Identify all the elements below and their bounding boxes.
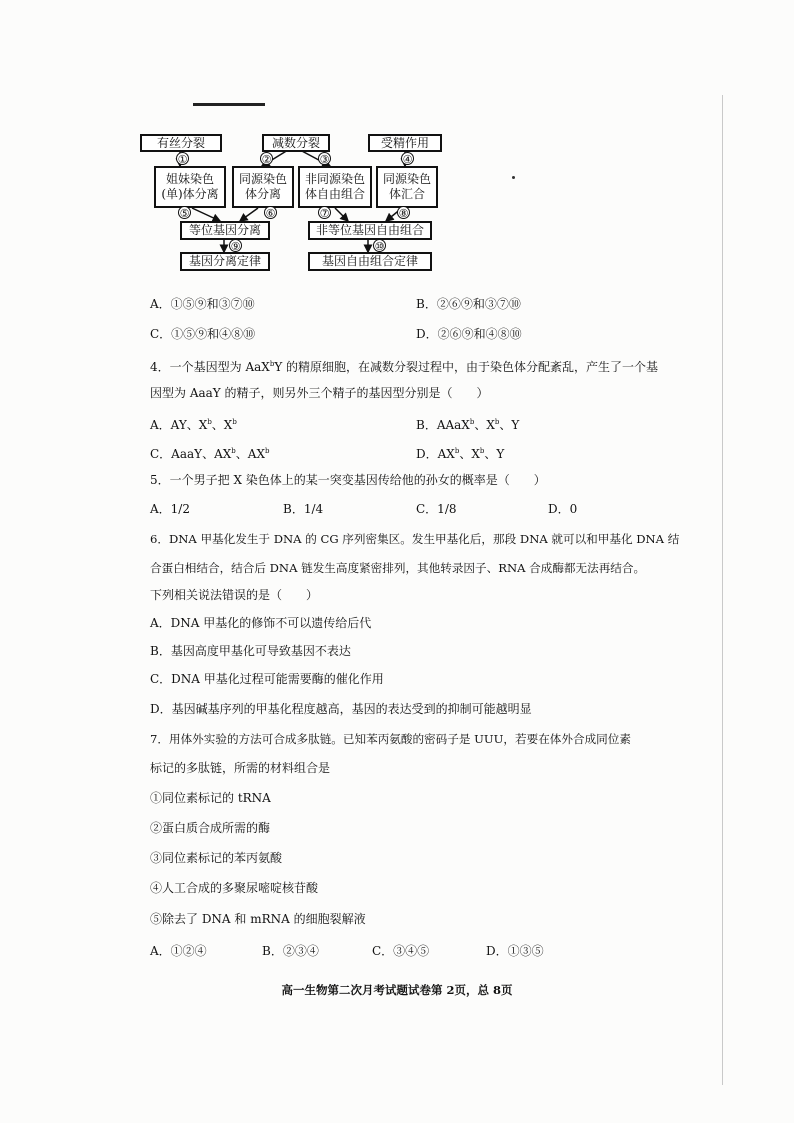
nonallele-combination-box: 非等位基因自由组合: [308, 221, 432, 240]
q6-stem-line1: 6．DNA 甲基化发生于 DNA 的 CG 序列密集区。发生甲基化后，那段 DNA 就可以和甲基化 DNA 结: [150, 532, 680, 546]
step-2-label: ②: [261, 153, 272, 166]
q5-option-c: C．1/8: [416, 502, 457, 516]
mitosis-box: 有丝分裂: [140, 134, 222, 152]
q7-option-c: C．③④⑤: [372, 944, 430, 958]
q7-item-1: ①同位素标记的 tRNA: [150, 791, 271, 805]
step-9-label: ⑨: [230, 240, 241, 253]
law-segregation-box: 基因分离定律: [180, 252, 270, 271]
header-rule: [193, 103, 265, 106]
q4-option-d: D．$AX^b$、$X^b$、Y: [416, 447, 505, 461]
q6-stem-line3: 下列相关说法错误的是（ ）: [150, 588, 319, 602]
q7-option-d: D．①③⑤: [486, 944, 544, 958]
q5-option-d: D．0: [548, 502, 578, 516]
step-4-label: ④: [402, 153, 413, 166]
q7-item-3: ③同位素标记的苯丙氨酸: [150, 851, 283, 865]
q4-option-a: A．AY、$X^b$、$X^b$: [150, 418, 237, 432]
q6-option-b: B．基因高度甲基化可导致基因不表达: [150, 644, 351, 658]
q3-option-a: A．①⑤⑨和③⑦⑩: [150, 297, 255, 311]
fertilization-box: 受精作用: [368, 134, 442, 152]
page-edge: [722, 95, 723, 1085]
meiosis-box: 减数分裂: [262, 134, 330, 152]
stray-dot: [512, 176, 515, 179]
q7-option-b: B．②③④: [262, 944, 319, 958]
q6-option-c: C．DNA 甲基化过程可能需要酶的催化作用: [150, 672, 384, 686]
q6-stem-line2: 合蛋白相结合，结合后 DNA 链发生高度紧密排列，其他转录因子、RNA 合成酶都无法再结合。: [150, 561, 646, 575]
q5-option-b: B．1/4: [283, 502, 324, 516]
step-3-label: ③: [319, 153, 330, 166]
step-8-label: ⑧: [398, 207, 409, 220]
step-7-label: ⑦: [319, 207, 330, 220]
homologous-convergence-box: 同源染色 体汇合: [376, 166, 438, 208]
q4-option-c: C．AaaY、$AX^b$、$AX^b$: [150, 447, 270, 461]
q3-option-b: B．②⑥⑨和③⑦⑩: [416, 297, 521, 311]
q6-option-a: A．DNA 甲基化的修饰不可以遗传给后代: [150, 616, 372, 630]
q7-item-4: ④人工合成的多聚尿嘧啶核苷酸: [150, 881, 319, 895]
q4-option-b: B．AAaX$^b$、$X^b$、Y: [416, 418, 520, 432]
q5-stem: 5．一个男子把 X 染色体上的某一突变基因传给他的孙女的概率是（ ）: [150, 473, 546, 487]
step-10-label: ⑩: [374, 240, 385, 253]
law-independent-box: 基因自由组合定律: [308, 252, 432, 271]
q7-item-2: ②蛋白质合成所需的酶: [150, 821, 271, 835]
homologous-separation-box: 同源染色 体分离: [232, 166, 294, 208]
allele-separation-box: 等位基因分离: [180, 221, 270, 240]
q3-option-d: D．②⑥⑨和④⑧⑩: [416, 327, 522, 341]
step-5-label: ⑤: [179, 207, 190, 220]
sister-separation-box: 姐妹染色 (单)体分离: [154, 166, 226, 208]
step-6-label: ⑥: [265, 207, 276, 220]
q6-option-d: D．基因碱基序列的甲基化程度越高，基因的表达受到的抑制可能越明显: [150, 702, 532, 716]
meiosis-diagram: [140, 128, 450, 278]
q7-item-5: ⑤除去了 DNA 和 mRNA 的细胞裂解液: [150, 912, 366, 926]
q7-stem-line1: 7．用体外实验的方法可合成多肽链。已知苯丙氨酸的密码子是 UUU，若要在体外合成同位素: [150, 732, 631, 746]
q5-option-a: A．1/2: [150, 502, 190, 516]
q7-stem-line2: 标记的多肽链，所需的材料组合是: [150, 761, 331, 775]
q4-stem-line2: 因型为 AaaY 的精子，则另外三个精子的基因型分别是（ ）: [150, 386, 489, 400]
q3-option-c: C．①⑤⑨和④⑧⑩: [150, 327, 256, 341]
nonhomologous-combination-box: 非同源染色 体自由组合: [298, 166, 372, 208]
step-1-label: ①: [177, 153, 188, 166]
q7-option-a: A．①②④: [150, 944, 207, 958]
page-footer: 高一生物第二次月考试题试卷第 2页，总 8页: [281, 983, 513, 997]
q4-stem-line1: 4．一个基因型为 AaX$^b$Y 的精原细胞，在减数分裂过程中，由于染色体分配紊乱，产生了一个基: [150, 360, 659, 374]
